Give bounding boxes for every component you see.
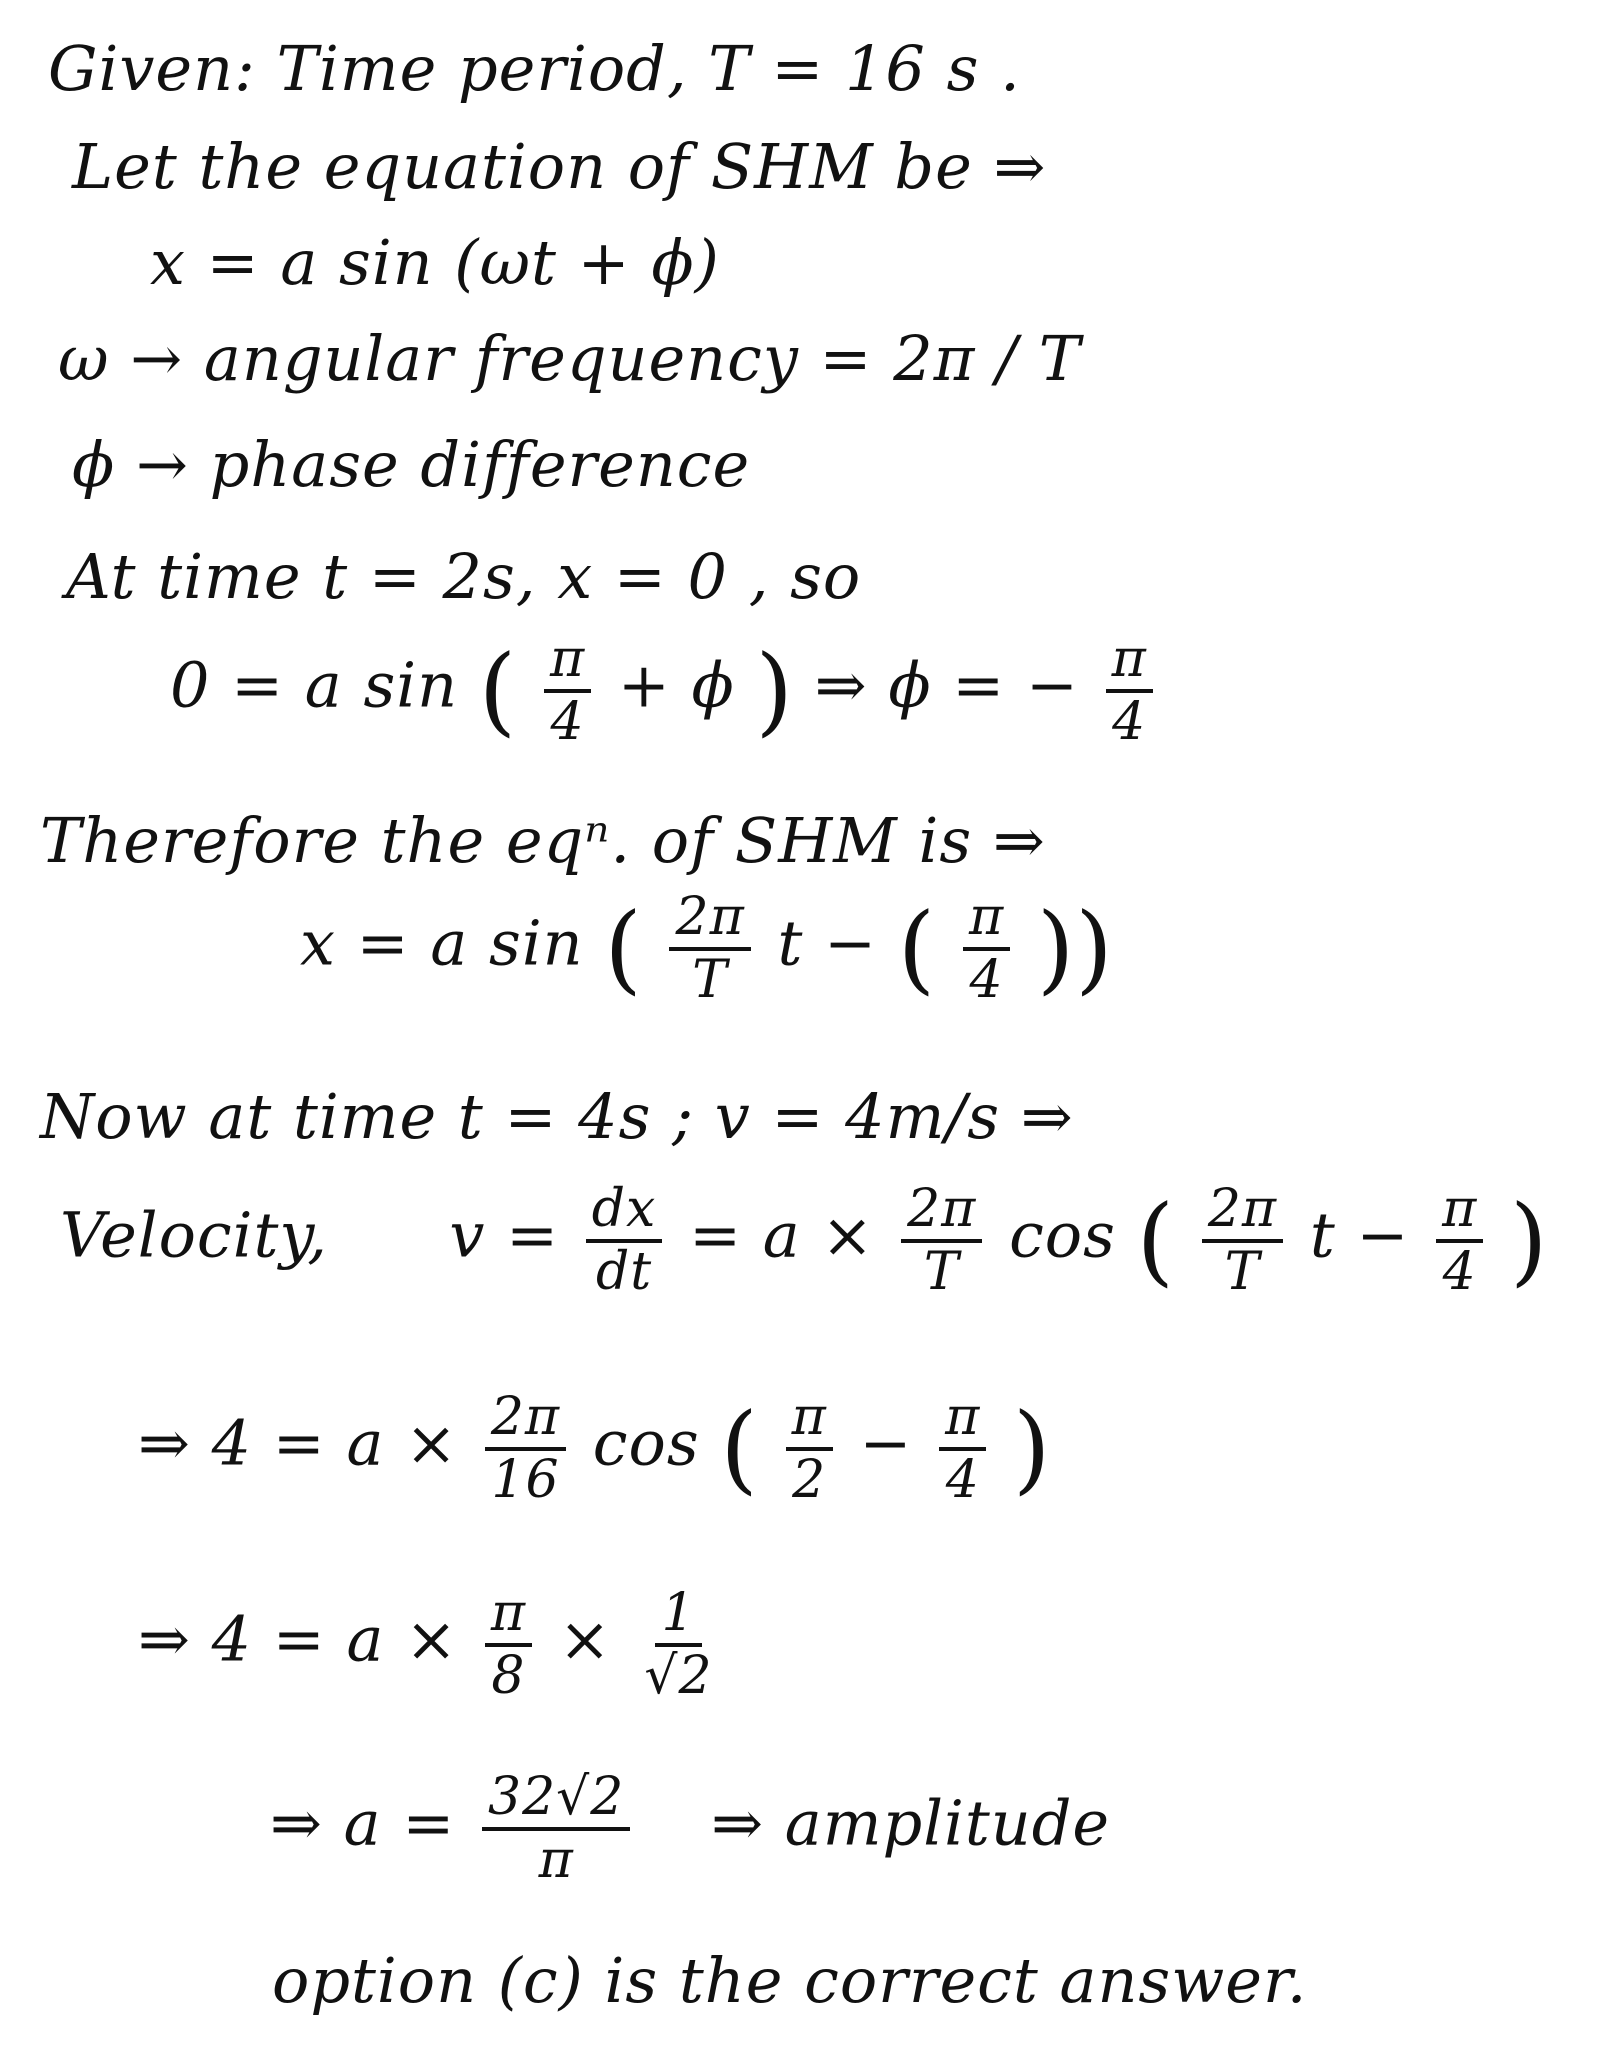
fraction bbox=[1202, 1179, 1283, 1302]
numerator: π bbox=[544, 632, 591, 693]
close-paren: ) bbox=[1510, 1184, 1549, 1297]
velocity-derivative-line bbox=[60, 1179, 1549, 1302]
fraction bbox=[485, 1583, 532, 1706]
numerator: 32√2 bbox=[482, 1770, 630, 1831]
denominator: T bbox=[923, 1241, 960, 1302]
numerator: 2π bbox=[669, 890, 750, 951]
denominator: 4 bbox=[945, 1449, 980, 1510]
minus-sign: − bbox=[859, 1406, 913, 1480]
fraction bbox=[786, 1387, 833, 1510]
fraction bbox=[1106, 629, 1153, 752]
given-line: Given: Time period, T = 16 s . bbox=[48, 32, 1021, 105]
open-paren: ( bbox=[1136, 1184, 1176, 1297]
substitution-lhs: ⇒ 4 = a × bbox=[138, 1406, 459, 1480]
amplitude-result-line bbox=[270, 1767, 1111, 1890]
shm-equation: x = a sin (ωt + ϕ) bbox=[150, 226, 720, 299]
amplitude-lhs: ⇒ a = bbox=[270, 1786, 456, 1860]
velocity-condition-line: Now at time t = 4s ; v = 4m/s ⇒ bbox=[40, 1080, 1074, 1153]
t-minus: t − bbox=[1309, 1198, 1410, 1272]
numerator: π bbox=[1106, 632, 1153, 693]
equals-a-times: = a × bbox=[689, 1198, 875, 1272]
numerator: dx bbox=[586, 1182, 663, 1243]
cos-label: cos bbox=[1009, 1198, 1116, 1272]
let-equation-line: Let the equation of SHM be ⇒ bbox=[72, 130, 1047, 203]
denominator: 16 bbox=[491, 1449, 560, 1510]
numerator: 1 bbox=[655, 1586, 701, 1647]
open-paren: ( bbox=[720, 1392, 759, 1505]
fraction bbox=[1436, 1179, 1483, 1302]
simplification-lhs: ⇒ 4 = a × bbox=[138, 1602, 459, 1676]
phi-result: ⇒ ϕ = − bbox=[814, 648, 1079, 722]
numerator: π bbox=[786, 1390, 833, 1451]
denominator: √2 bbox=[644, 1645, 713, 1706]
denominator: 4 bbox=[1442, 1241, 1477, 1302]
numerator: π bbox=[939, 1390, 986, 1451]
phase-solve-line bbox=[170, 629, 1159, 752]
phase-solve-lhs: 0 = a sin bbox=[170, 648, 459, 722]
open-paren: ( bbox=[897, 892, 937, 1005]
fraction bbox=[901, 1179, 982, 1302]
denominator: T bbox=[692, 949, 728, 1010]
open-paren: ( bbox=[478, 634, 518, 747]
substitution-line bbox=[138, 1387, 1052, 1510]
cos-label: cos bbox=[592, 1406, 700, 1480]
numerator: π bbox=[1436, 1182, 1483, 1243]
phi-definition: ϕ → phase difference bbox=[72, 428, 751, 501]
velocity-label: Velocity, bbox=[60, 1198, 328, 1272]
plus-phi: + ϕ bbox=[617, 648, 735, 722]
close-paren: )) bbox=[1036, 892, 1114, 1005]
denominator: dt bbox=[595, 1241, 653, 1302]
numerator: 2π bbox=[901, 1182, 982, 1243]
times-sign: × bbox=[558, 1602, 612, 1676]
denominator: 4 bbox=[550, 691, 585, 752]
denominator: 8 bbox=[491, 1645, 526, 1706]
fraction bbox=[485, 1387, 566, 1510]
simplification-line bbox=[138, 1583, 725, 1706]
therefore-line: Therefore the eqⁿ. of SHM is ⇒ bbox=[40, 804, 1046, 877]
fraction bbox=[544, 629, 591, 752]
amplitude-label: ⇒ amplitude bbox=[711, 1786, 1111, 1860]
numerator: 2π bbox=[485, 1390, 566, 1451]
answer-line: option (c) is the correct answer. bbox=[272, 1944, 1308, 2017]
denominator: 4 bbox=[969, 949, 1004, 1010]
denominator: 4 bbox=[1112, 691, 1147, 752]
fraction bbox=[963, 887, 1010, 1010]
final-shm-equation bbox=[300, 887, 1114, 1010]
fraction bbox=[482, 1767, 630, 1890]
numerator: 2π bbox=[1202, 1182, 1283, 1243]
initial-condition-line: At time t = 2s, x = 0 , so bbox=[66, 540, 862, 613]
fraction bbox=[669, 887, 750, 1010]
open-paren: ( bbox=[604, 892, 643, 1005]
close-paren: ) bbox=[755, 634, 794, 747]
numerator: π bbox=[963, 890, 1010, 951]
t-minus: t − bbox=[777, 906, 878, 980]
omega-definition: ω → angular frequency = 2π / T bbox=[58, 322, 1082, 395]
denominator: T bbox=[1224, 1241, 1261, 1302]
close-paren: ) bbox=[1013, 1392, 1052, 1505]
final-shm-lhs: x = a sin bbox=[300, 906, 584, 980]
fraction bbox=[586, 1179, 663, 1302]
denominator: 2 bbox=[792, 1449, 827, 1510]
fraction bbox=[939, 1387, 986, 1510]
numerator: π bbox=[485, 1586, 532, 1647]
denominator: π bbox=[538, 1829, 574, 1890]
v-equals: v = bbox=[449, 1198, 560, 1272]
fraction bbox=[638, 1583, 718, 1706]
